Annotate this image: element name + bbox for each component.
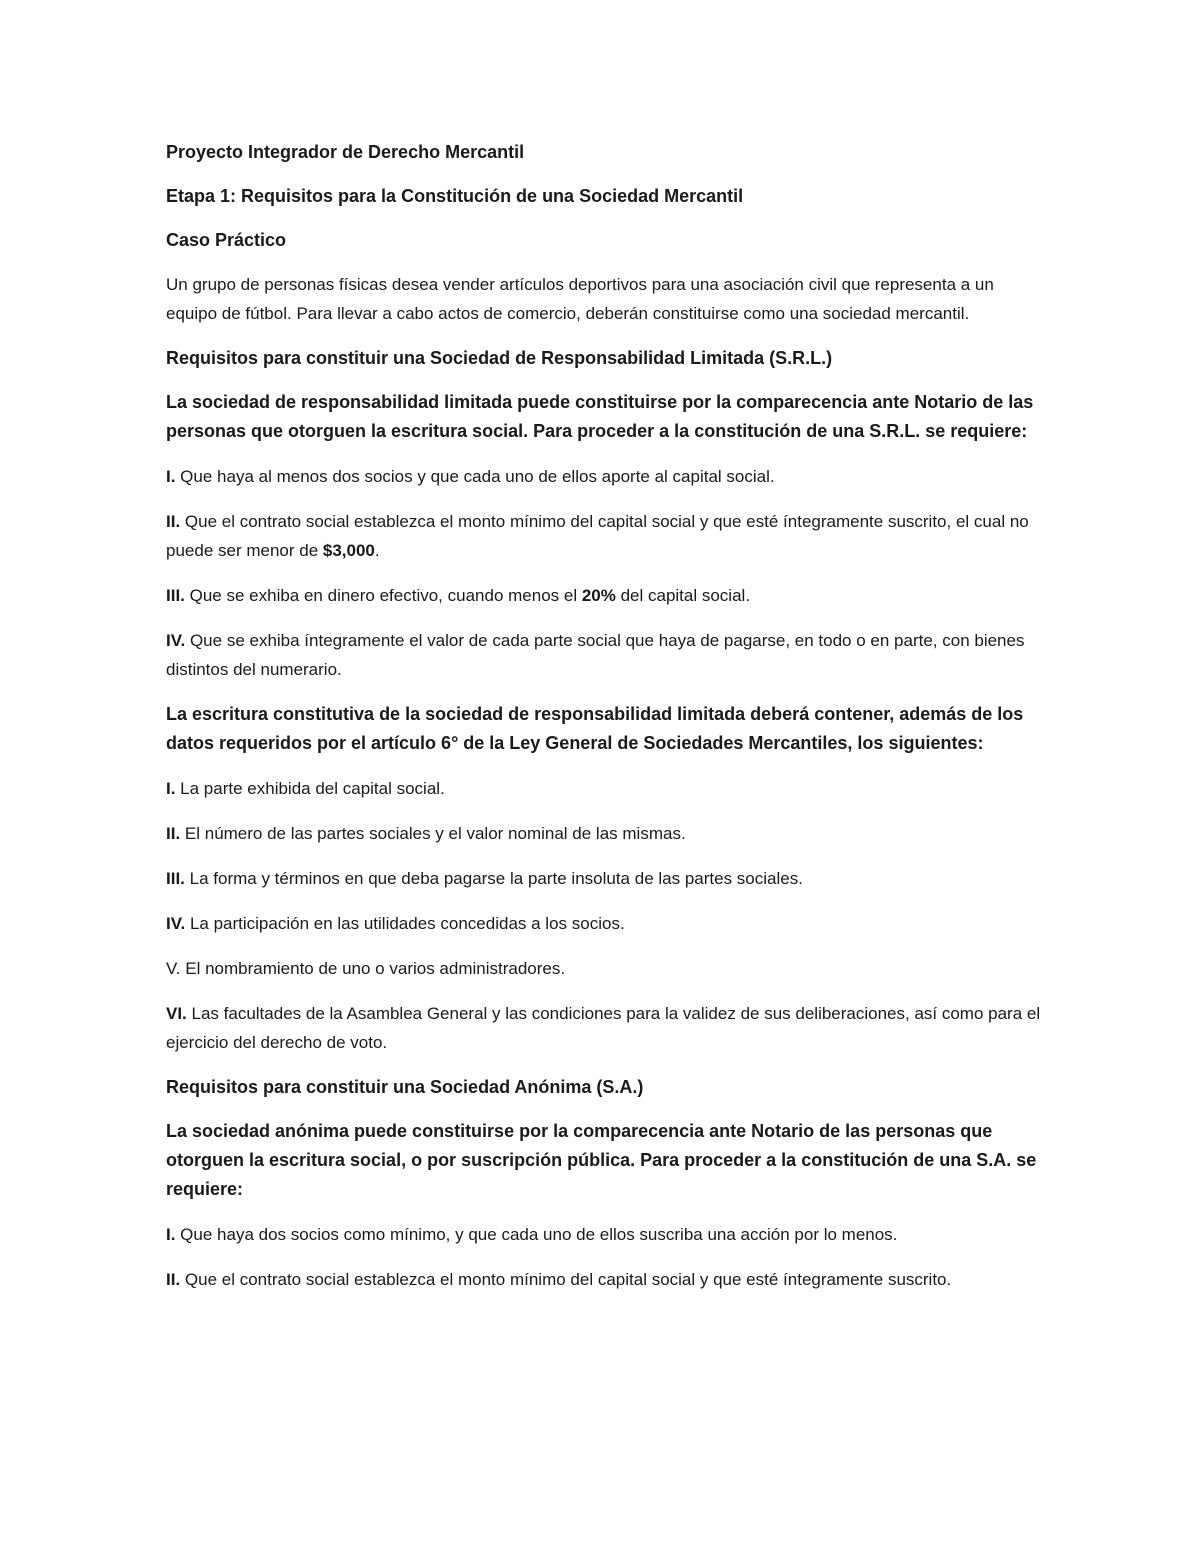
srl-deed-intro: La escritura constitutiva de la sociedad de responsabilidad limitada deberá contener, además de los datos requeridos por el artículo 6° de la Ley General de Sociedades Mercantiles, los siguientes: <box>166 704 1024 753</box>
item-number: IV. <box>166 631 186 650</box>
item-text: Que se exhiba en dinero efectivo, cuando menos el <box>184 586 582 605</box>
item-number: III. <box>166 869 185 888</box>
item-number: I. <box>166 1225 176 1244</box>
item-text: La participación en las utilidades concedidas a los socios. <box>185 914 625 933</box>
item-number: V. <box>166 959 181 978</box>
srl-deed-item <box>166 864 1046 893</box>
item-text-end: del capital social. <box>615 586 751 605</box>
item-text-end: . <box>374 541 380 560</box>
item-text: Las facultades de la Asamblea General y las condiciones para la validez de sus deliberaciones, así como para el ejercicio del derecho de voto. <box>166 1004 1041 1052</box>
srl-heading: Requisitos para constituir una Sociedad de Responsabilidad Limitada (S.R.L.) <box>166 348 833 368</box>
item-number: IV. <box>166 914 186 933</box>
srl-deed-item <box>166 774 1046 803</box>
item-text: El número de las partes sociales y el valor nominal de las mismas. <box>180 824 686 843</box>
item-number: II. <box>166 512 181 531</box>
sa-intro: La sociedad anónima puede constituirse por la comparecencia ante Notario de las personas que otorguen la escritura social, o por suscripción pública. Para proceder a la constitución de una S.A. se requiere: <box>166 1121 1037 1199</box>
srl-requirement <box>166 626 1046 684</box>
sa-requirement <box>166 1265 1046 1294</box>
item-number: VI. <box>166 1004 187 1023</box>
item-text: Que haya dos socios como mínimo, y que cada uno de ellos suscriba una acción por lo menos. <box>175 1225 898 1244</box>
sa-heading: Requisitos para constituir una Sociedad Anónima (S.A.) <box>166 1077 644 1097</box>
item-emphasis: 20% <box>581 586 616 605</box>
stage-heading: Etapa 1: Requisitos para la Constitución de una Sociedad Mercantil <box>166 186 744 206</box>
item-number: III. <box>166 586 185 605</box>
item-number: I. <box>166 779 176 798</box>
item-text: La forma y términos en que deba pagarse la parte insoluta de las partes sociales. <box>184 869 803 888</box>
srl-requirement <box>166 581 1046 610</box>
item-number: II. <box>166 824 181 843</box>
item-number: II. <box>166 1270 181 1289</box>
case-paragraph: Un grupo de personas físicas desea vender artículos deportivos para una asociación civil que representa a un equipo de fútbol. Para llevar a cabo actos de comercio, deberán constituirse como una sociedad mercantil. <box>166 275 994 323</box>
sa-requirement <box>166 1220 1046 1249</box>
item-text: Que se exhiba íntegramente el valor de cada parte social que haya de pagarse, en todo o en parte, con bienes distintos del numerario. <box>166 631 1025 679</box>
item-text: La parte exhibida del capital social. <box>175 779 445 798</box>
item-text: Que haya al menos dos socios y que cada uno de ellos aporte al capital social. <box>175 467 775 486</box>
item-text: Que el contrato social establezca el monto mínimo del capital social y que esté íntegramente suscrito, el cual no puede ser menor de <box>166 512 1029 560</box>
srl-deed-item <box>166 819 1046 848</box>
item-emphasis: $3,000 <box>322 541 375 560</box>
srl-deed-item <box>166 954 1046 983</box>
srl-deed-item <box>166 909 1046 938</box>
srl-requirement <box>166 507 1046 565</box>
item-number: I. <box>166 467 176 486</box>
srl-intro: La sociedad de responsabilidad limitada puede constituirse por la comparecencia ante Notario de las personas que otorguen la escritura social. Para proceder a la constitución de una S.R.L. se requiere: <box>166 392 1034 441</box>
item-text: Que el contrato social establezca el monto mínimo del capital social y que esté íntegramente suscrito. <box>180 1270 952 1289</box>
srl-requirement <box>166 462 1046 491</box>
item-text: El nombramiento de uno o varios administradores. <box>180 959 566 978</box>
case-heading: Caso Práctico <box>166 230 287 250</box>
srl-deed-item <box>166 999 1046 1057</box>
document-page <box>166 138 1046 1310</box>
document-title: Proyecto Integrador de Derecho Mercantil <box>166 142 525 162</box>
